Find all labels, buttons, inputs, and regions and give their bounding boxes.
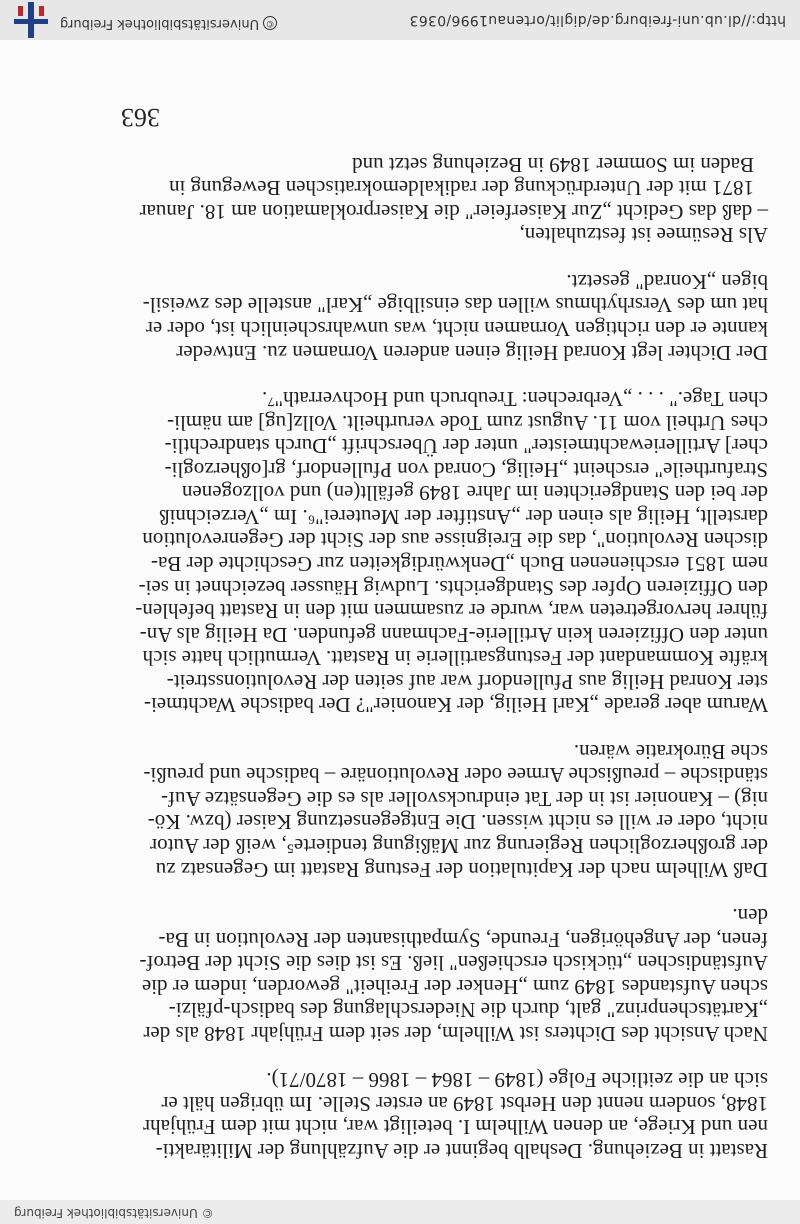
paragraph-gap <box>32 364 768 387</box>
library-name: Universitätsbibliothek Freiburg <box>60 16 260 31</box>
text-line: cher] Artilleriewachtmeister" unter der Überschrift „Durch standrechtli- <box>164 434 768 459</box>
text-line: nem 1851 erschienenen Buch „Denkwürdigkeiten zur Geschichte der Ba- <box>151 551 768 576</box>
text-line: hat um des Versrhythmus willen das einsilbige „Karl" anstelle des zweisil- <box>142 293 768 318</box>
paragraph-gap <box>32 246 768 269</box>
text-line: Strafurtheile" erscheint „Heilig, Conrad von Pfullendorf, gr[oßherzogli- <box>164 457 768 482</box>
page-url[interactable]: http://dl.ub.uni-freiburg.de/diglit/ortenau1996/0363 <box>409 12 786 28</box>
text-line: Als Resümee ist festzuhalten, <box>519 223 768 248</box>
text-line: kräfte Kommandant der Festungsartillerie in Rastatt. Vermutlich hatte sich <box>142 646 768 671</box>
text-line: „Kartätschenprinz" galt, durch die Niederschlagung des badisch-pfälzi- <box>168 998 768 1023</box>
text-line: Nach Ansicht des Dichters ist Wilhelm, der seit dem Frühjahr 1848 als der <box>143 1021 768 1046</box>
text-line: den. <box>732 904 768 929</box>
paragraph-gap <box>32 881 768 904</box>
text-line: nen und Kriege, an denen Wilhelm I. beteiligt war, nicht mit dem Frühjahr <box>143 1115 768 1140</box>
text-line: chen Tage." . . . „Verbrechen: Treubruch und Hochverrath"⁷. <box>261 387 768 412</box>
text-line: nicht, oder er will es nicht wissen. Die Entgegensetzung Kaiser (bzw. Kö- <box>147 810 768 835</box>
text-line: 1848, sondern nennt den Herbst 1849 an erster Stelle. Im übrigen hält er <box>161 1091 768 1116</box>
text-line: Warum aber gerade „Karl Heilig, der Kanonier"? Der badische Wachtmei- <box>143 693 768 718</box>
text-line: Daß Wilhelm nach der Kapitulation der Festung Rastatt im Gegensatz zu <box>155 857 768 882</box>
paragraph <box>32 387 768 717</box>
text-line: ster Konrad Heilig aus Pfullendorf war auf seiten der Revolutionsstreit- <box>166 669 768 694</box>
text-line: Der Dichter legt Konrad Heilig einen anderen Vornamen zu. Entweder <box>176 340 768 365</box>
text-line: ständische – preußische Armee oder Revolutionäre – badische und preußi- <box>143 763 768 788</box>
text-line: den Offizieren Opfer des Standgerichts. Ludwig Häusser bezeichnet in sei- <box>138 575 768 600</box>
text-line: der bei den Standgerichten im Jahre 1849 gefällt(en) und vollzogenen <box>181 481 768 506</box>
footer-bar <box>0 1200 800 1224</box>
text-line: schen Aufstandes 1849 zum „Henker der Freiheit" geworden, indem er die <box>141 974 768 999</box>
paragraph <box>32 739 768 880</box>
text-line: fenen, der Angehörigen, Freunde, Sympathisanten der Revolution in Ba- <box>158 927 768 952</box>
library-label <box>60 16 277 31</box>
text-line: ches Urtheil vom 11. August zum Tode verurtheilt. Vollz[ug] am nämli- <box>167 410 768 435</box>
footer-copyright: © Universitätsbibliothek Freiburg <box>14 1206 214 1220</box>
text-line: kannte er den richtigen Vornamen nicht, was unwahrscheinlich ist, oder er <box>145 317 768 342</box>
text-line: – daß das Gedicht „Zur Kaiserfeier" die Kaiserproklamation am 18. Januar <box>139 199 768 224</box>
text-line: nig) – Kanonier ist in der Tat eindrucksvoller als es die Gegensätze Auf- <box>161 786 768 811</box>
text-line: Baden im Sommer 1849 in Beziehung setzt und <box>352 152 754 177</box>
paragraph <box>32 904 768 1045</box>
text-line: der großherzoglichen Regierung zur Mäßigung tendierte⁵, weiß der Autor <box>150 833 768 858</box>
page-number: 363 <box>121 103 160 132</box>
text-line: Rastatt in Beziehung. Deshalb beginnt er die Aufzählung der Militärakti- <box>155 1139 768 1163</box>
text-line: sche Bürokratie wären. <box>573 739 768 764</box>
text-line: Aufständischen „tückisch erschießen" ließ. Es ist dies die Sicht der Betrof- <box>139 951 768 976</box>
url-bar <box>0 0 800 40</box>
paragraph-gap <box>32 716 768 739</box>
text-line: darstellt, Heilig als einen der „Anstifter der Meuterei"⁶. Im „Verzeichniß <box>159 504 768 529</box>
paragraph <box>32 269 768 363</box>
paragraph <box>32 1068 768 1162</box>
university-logo-icon <box>10 2 50 38</box>
text-line: unter den Offizieren kein Artillerie-Fachmann gefunden. Da Heilig als An- <box>139 622 768 647</box>
text-line: führer hervorgetreten war, wurde er zusammen mit den in Rastatt befehlen- <box>135 599 768 624</box>
text-line: sich an die zeitliche Folge (1849 – 1864 – 1866 – 1870/71). <box>266 1068 768 1093</box>
paragraph <box>32 152 768 246</box>
paragraph-gap <box>32 1045 768 1068</box>
text-line: 1871 mit der Unterdrückung der radikaldemokratischen Bewegung in <box>169 176 754 201</box>
text-line: bigen „Konrad" gesetzt. <box>566 269 768 294</box>
copyright-icon: © <box>263 17 277 31</box>
document-body <box>32 152 768 1162</box>
text-line: dischen Revolution", das die Ereignisse aus der Sicht der Gegenrevolution <box>142 528 768 553</box>
